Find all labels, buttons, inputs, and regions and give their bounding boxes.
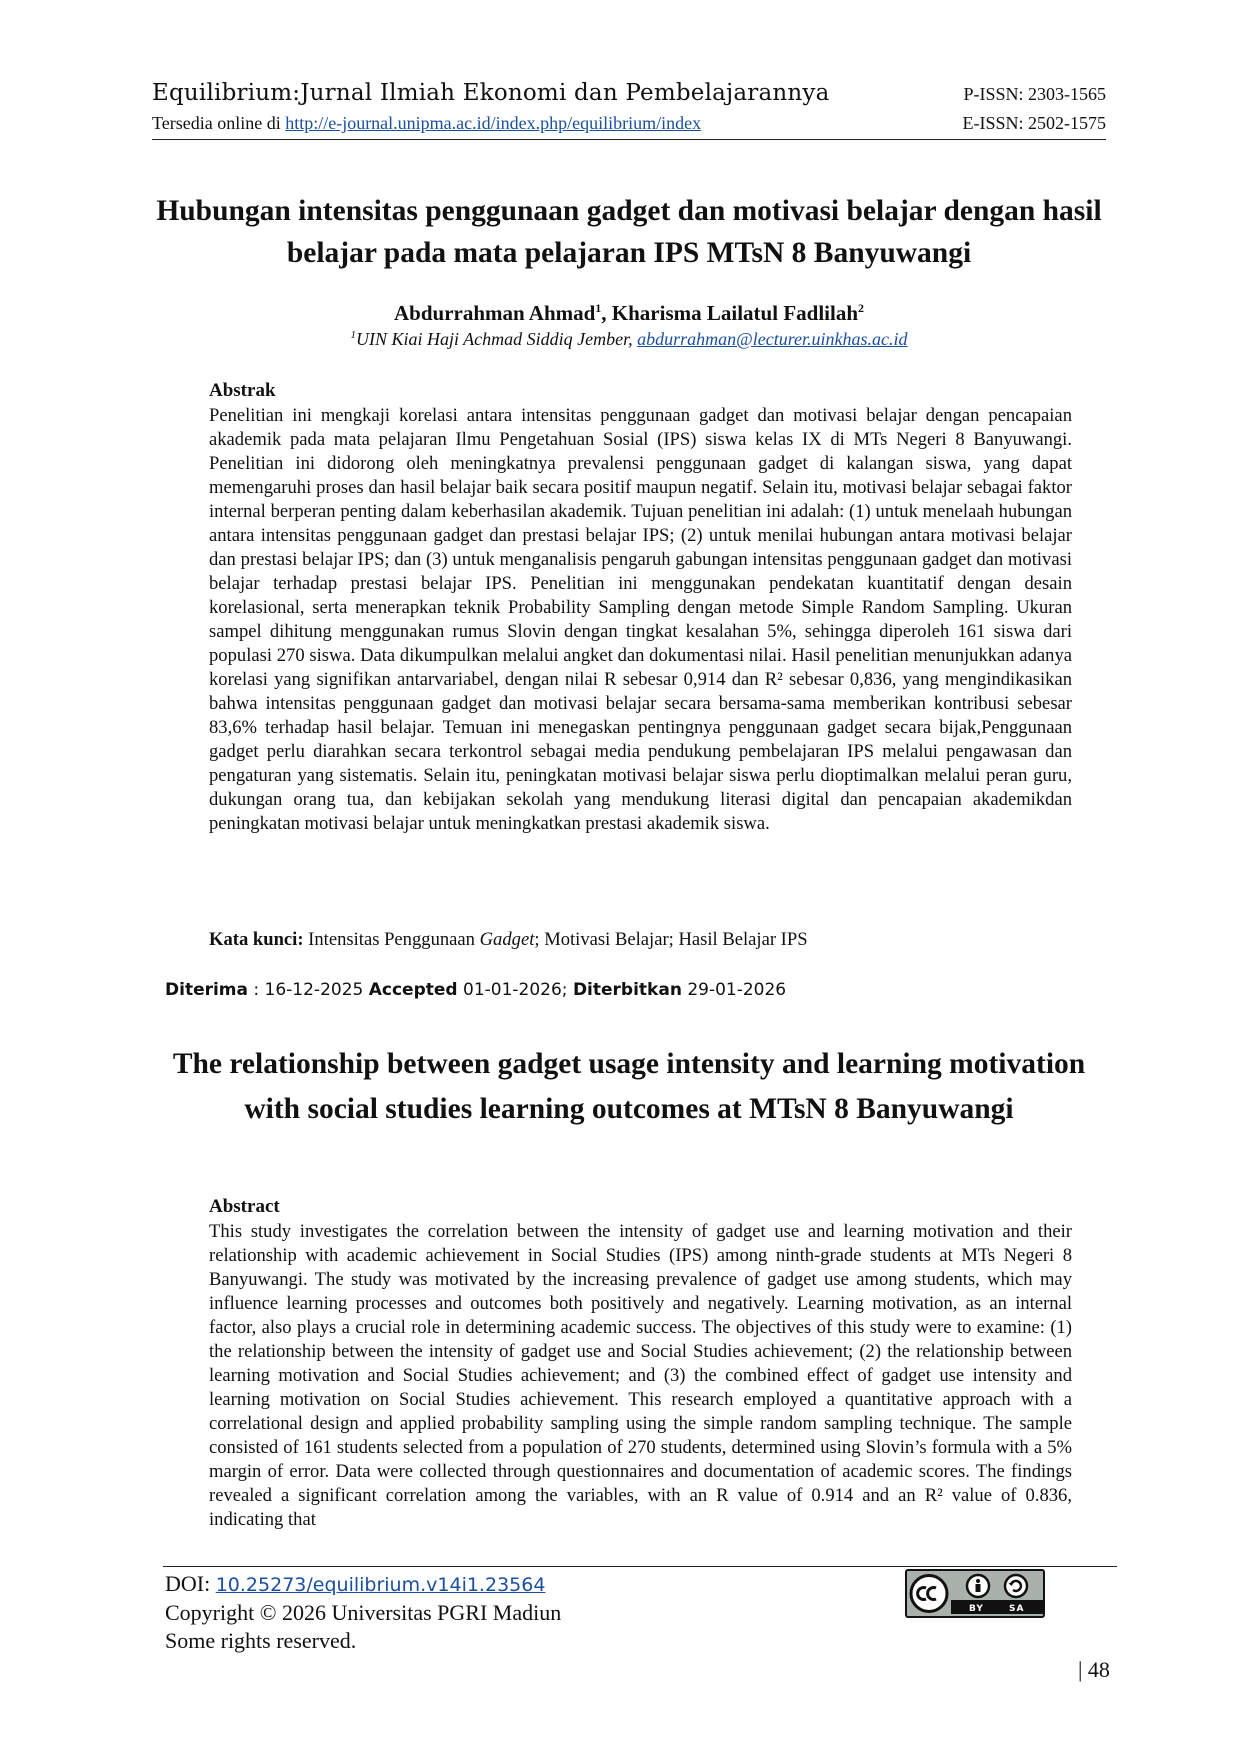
license-by-label: BY (969, 1604, 984, 1614)
doi-link[interactable]: 10.25273/equilibrium.v14i1.23564 (215, 1574, 546, 1596)
header-divider (152, 139, 1106, 140)
received-value: : 16-12-2025 (248, 980, 369, 1000)
keywords (209, 929, 1072, 951)
affiliation-line (152, 329, 1106, 350)
received-label: Diterima (165, 980, 248, 1000)
author-2-sup: 2 (858, 301, 865, 315)
online-prefix: Tersedia online di (152, 113, 286, 133)
copyright: Copyright © 2026 Universitas PGRI Madiun (165, 1600, 562, 1625)
journal-url-link[interactable]: http://e-journal.unipma.ac.id/index.php/equilibrium/index (285, 113, 702, 133)
author-1: Abdurrahman Ahmad (393, 301, 596, 325)
authors-line (152, 301, 1106, 326)
accepted-value: 01-01-2026; (457, 980, 573, 1000)
accepted-label: Accepted (368, 980, 458, 1000)
published-label: Diterbitkan (572, 980, 682, 1000)
doi-label: DOI: (165, 1571, 216, 1596)
license-labels-bar (951, 1600, 1043, 1614)
abstrak-body: Penelitian ini mengkaji korelasi antara intensitas penggunaan gadget dan motivasi belajar dengan pencapaian akademik pada mata pelajaran Ilmu Pengetahuan Sosial (IPS) siswa kelas IX di MTs Negeri 8 Banyuwangi. Penelitian ini didorong oleh meningkatnya prevalensi penggunaan gadget di kalangan siswa, yang dapat memengaruhi proses dan hasil belajar baik secara positif maupun negatif. Selain itu, motivasi belajar sebagai faktor internal berperan penting dalam keberhasilan akademik. Tujuan penelitian ini adalah: (1) untuk menelaah hubungan antara intensitas penggunaan gadget dan prestasi belajar IPS; (2) untuk menilai hubungan antara motivasi belajar dan prestasi belajar IPS; dan (3) untuk menganalisis pengaruh gabungan intensitas penggunaan gadget dan motivasi belajar terhadap prestasi belajar IPS. Penelitian ini menggunakan pendekatan kuantitatif dengan desain korelasional, serta menerapkan teknik Probability Sampling dengan metode Simple Random Sampling. Ukuran sampel dihitung menggunakan rumus Slovin dengan tingkat kesalahan 5%, sehingga diperoleh 161 siswa dari populasi 270 siswa. Data dikumpulkan melalui angket dan dokumentasi nilai. Hasil penelitian menunjukkan adanya korelasi yang signifikan antarvariabel, dengan nilai R sebesar 0,914 dan R² sebesar 0,836, yang mengindikasikan bahwa intensitas penggunaan gadget dan motivasi belajar secara bersama-sama memberikan kontribusi sebesar 83,6% terhadap hasil belajar. Temuan ini menegaskan pentingnya penggunaan gadget secara bijak,Penggunaan gadget perlu diarahkan secara terkontrol sebagai media pendukung pembelajaran IPS melalui pengawasan dan pengaturan yang sistematis. Selain itu, peningkatan motivasi belajar siswa perlu dioptimalkan melalui peran guru, dukungan orang tua, dan kebijakan sekolah yang mendukung literasi digital dan pencapaian akademikdan peningkatan motivasi belajar untuk meningkatkan prestasi akademik siswa. (209, 405, 1072, 834)
keywords-part1: Intensitas Penggunaan (303, 929, 480, 950)
keywords-italic: Gadget (479, 929, 535, 950)
abstract-body: This study investigates the correlation between the intensity of gadget use and learning motivation and their relationship with academic achievement in Social Studies (IPS) among ninth-grade students at MTs Negeri 8 Banyuwangi. The study was motivated by the increasing prevalence of gadget use among students, which may influence learning processes and outcomes both positively and negatively. Learning motivation, as an internal factor, also plays a crucial role in determining academic success. The objectives of this study were to examine: (1) the relationship between the intensity of gadget use and Social Studies achievement; (2) the relationship between learning motivation and Social Studies achievement; and (3) the combined effect of gadget use intensity and learning motivation on Social Studies achievement. This research employed a quantitative approach with a correlational design and applied probability sampling using the simple random sampling technique. The sample consisted of 161 students selected from a population of 270 students, determined using Slovin’s formula with a 5% margin of error. Data were collected through questionnaires and documentation of academic scores. The findings revealed a significant correlation among the variables, with an R value of 0.914 and an R² value of 0.836, indicating that (209, 1221, 1072, 1530)
author-2: Kharisma Lailatul Fadlilah (611, 301, 859, 325)
abstract-heading: Abstract (209, 1196, 280, 1217)
rights-reserved: Some rights reserved. (165, 1628, 357, 1653)
header-row-bottom (152, 113, 1106, 134)
title-indonesian: Hubungan intensitas penggunaan gadget dan motivasi belajar dengan hasil belajar pada mata pelajaran IPS MTsN 8 Banyuwangi (156, 195, 1102, 269)
footer-divider (163, 1566, 1117, 1567)
published-value: 29-01-2026 (681, 980, 787, 1000)
author-separator: , (601, 301, 612, 325)
affiliation: UIN Kiai Haji Achmad Siddiq Jember, (355, 329, 638, 349)
online-availability (152, 113, 701, 134)
page-number: | 48 (1078, 1657, 1110, 1682)
author-1-sup: 1 (595, 301, 602, 315)
license-sa-label: SA (1009, 1604, 1025, 1614)
cc-by-sa-license-badge[interactable] (905, 1569, 1045, 1618)
e-issn: E-ISSN: 2502-1575 (962, 113, 1106, 133)
p-issn: P-ISSN: 2303-1565 (963, 84, 1106, 104)
affiliation-sup: 1 (350, 329, 356, 341)
submission-dates (165, 980, 1065, 1000)
journal-name: Equilibrium:Jurnal Ilmiah Ekonomi dan Pembelajarannya (152, 80, 830, 106)
abstrak-heading: Abstrak (209, 380, 276, 401)
keywords-part2: ; Motivasi Belajar; Hasil Belajar IPS (534, 929, 808, 950)
title-english: The relationship between gadget usage intensity and learning motivation with social studies learning outcomes at MTsN 8 Banyuwangi (172, 1048, 1086, 1125)
header-row-top (152, 80, 1106, 106)
doi-line (165, 1571, 545, 1597)
author-email-link[interactable]: abdurrahman@lecturer.uinkhas.ac.id (637, 329, 908, 349)
keywords-label: Kata kunci: (209, 929, 304, 950)
